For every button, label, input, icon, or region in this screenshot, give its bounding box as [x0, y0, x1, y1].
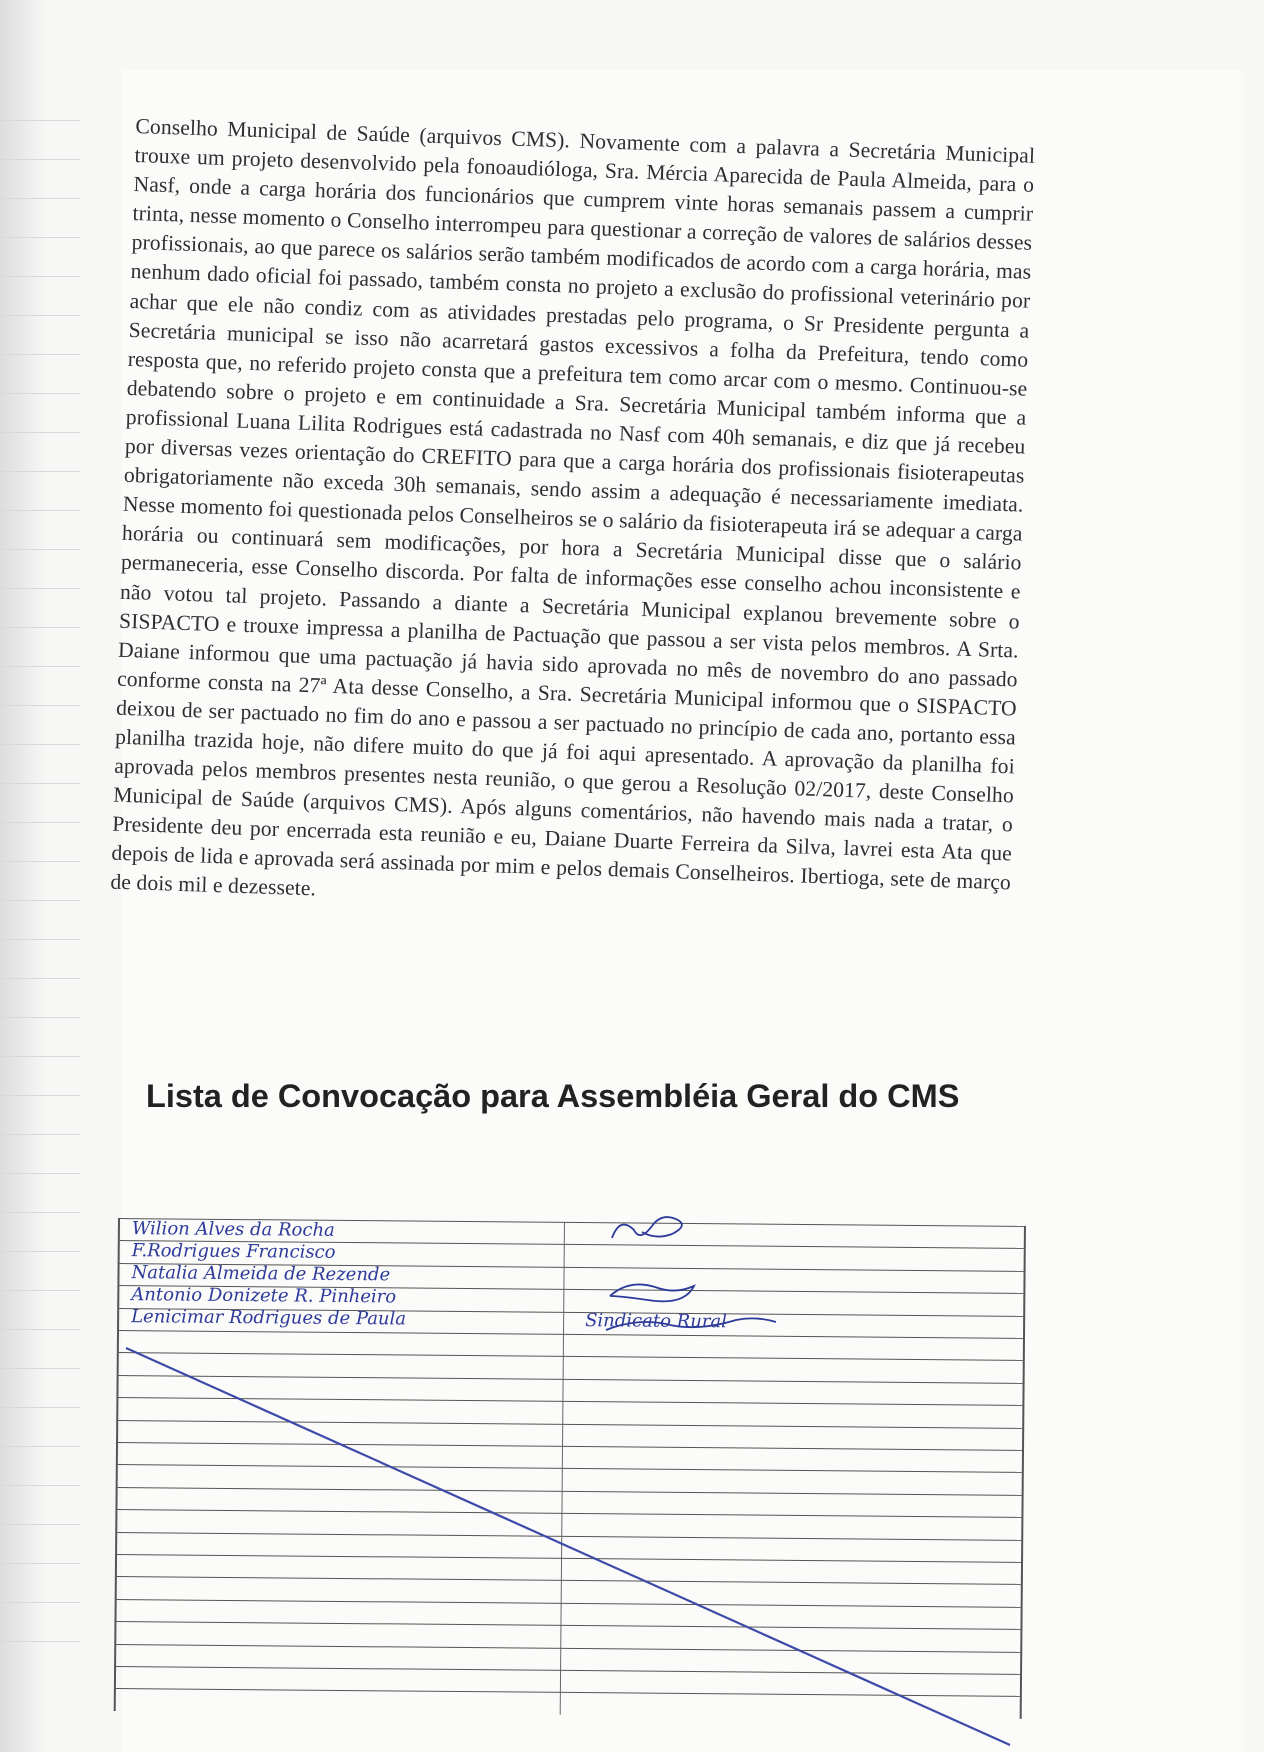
handwritten-signature-mark — [612, 1217, 682, 1238]
cancellation-line — [126, 1348, 1010, 1745]
signature-left-3: Natalia Almeida de Rezende — [131, 1262, 391, 1286]
handwritten-signature-mark — [606, 1318, 776, 1330]
signature-left-5: Lenicimar Rodrigues de Paula — [131, 1306, 407, 1330]
signature-left-4: Antonio Donizete R. Pinheiro — [131, 1284, 397, 1308]
signature-left-2: F.Rodrigues Francisco — [131, 1240, 336, 1263]
signature-left-1: Wilion Alves da Rocha — [131, 1218, 335, 1241]
handwritten-signature-mark — [610, 1284, 694, 1301]
meeting-minutes-text: Conselho Municipal de Saúde (arquivos CMS). Novamente com a palavra a Secretária Municipal trouxe um projeto desenvolvido pela fonoaudióloga, Sra. Mércia Aparecida de Paula Almeida, para o Nasf, onde a carga horária dos funcionários que cumprem vinte horas semanais passem a cumprir trinta, nesse momento o Conselho interrompeu para questionar a correção de valores de salários desses profissionais, ao que parece os salários serão também modificados de acordo com a carga horária, mas nenhum dado oficial foi passado, também consta no projeto a exclusão do profissional veterinário por achar que ele não condiz com as atividades prestadas pelo programa, o Sr Presidente pergunta a Secretária municipal se isso não acarretará gastos excessivos a folha da Prefeitura, tendo como resposta que, no referido projeto consta que a prefeitura tem como arcar com o mesmo. Continuou-se debatendo sobre o projeto e em continuidade a Sra. Secretária Municipal também informa que a profissional Luana Lilita Rodrigues está cadastrada no Nasf com 40h semanais, e diz que já recebeu por diversas vezes orientação do CREFITO para que a carga horária dos profissionais fisioterapeutas obrigatoriamente não exceda 30h semanais, sendo assim a adequação é necessariamente imediata. Nesse momento foi questionada pelos Conselheiros se o salário da fisioterapeuta irá se adequar a carga horária ou continuará sem modificações, por hora a Secretária Municipal disse que o salário permaneceria, esse Conselho discorda. Por falta de informações esse conselho achou inconsistente e não votou tal projeto. Passando a diante a Secretária Municipal explanou brevemente sobre o SISPACTO e trouxe impressa a planilha de Pactuação que passou a ser vista pelos membros. A Srta. Daiane informou que uma pactuação já havia sido aprovada no mês de novembro do ano passado conforme consta na 27ª Ata desse Conselho, a Sra. Secretária Municipal informou que o SISPACTO deixou de ser pactuado no fim do ano e passou a ser pactuado no princípio de cada ano, portanto essa planilha trazida hoje, não difere muito do que já foi aqui apresentado. A aprovação da planilha foi aprovada pelos membros presentes nesta reunião, o que gerou a Resolução 02/2017, deste Conselho Municipal de Saúde (arquivos CMS). Após alguns comentários, não havendo mais nada a tratar, o Presidente deu por encerrada esta reunião e eu, Daiane Duarte Ferreira da Silva, lavrei esta Ata que depois de lida e aprovada será assinada por mim e pelos demais Conselheiros. Ibertioga, sete de março de dois mil e dezessete. — [110, 113, 1036, 901]
signature-right-5: Sindicato Rural — [585, 1310, 728, 1333]
convocation-list-title: Lista de Convocação para Assembléia Geral do CMS — [146, 1078, 960, 1114]
